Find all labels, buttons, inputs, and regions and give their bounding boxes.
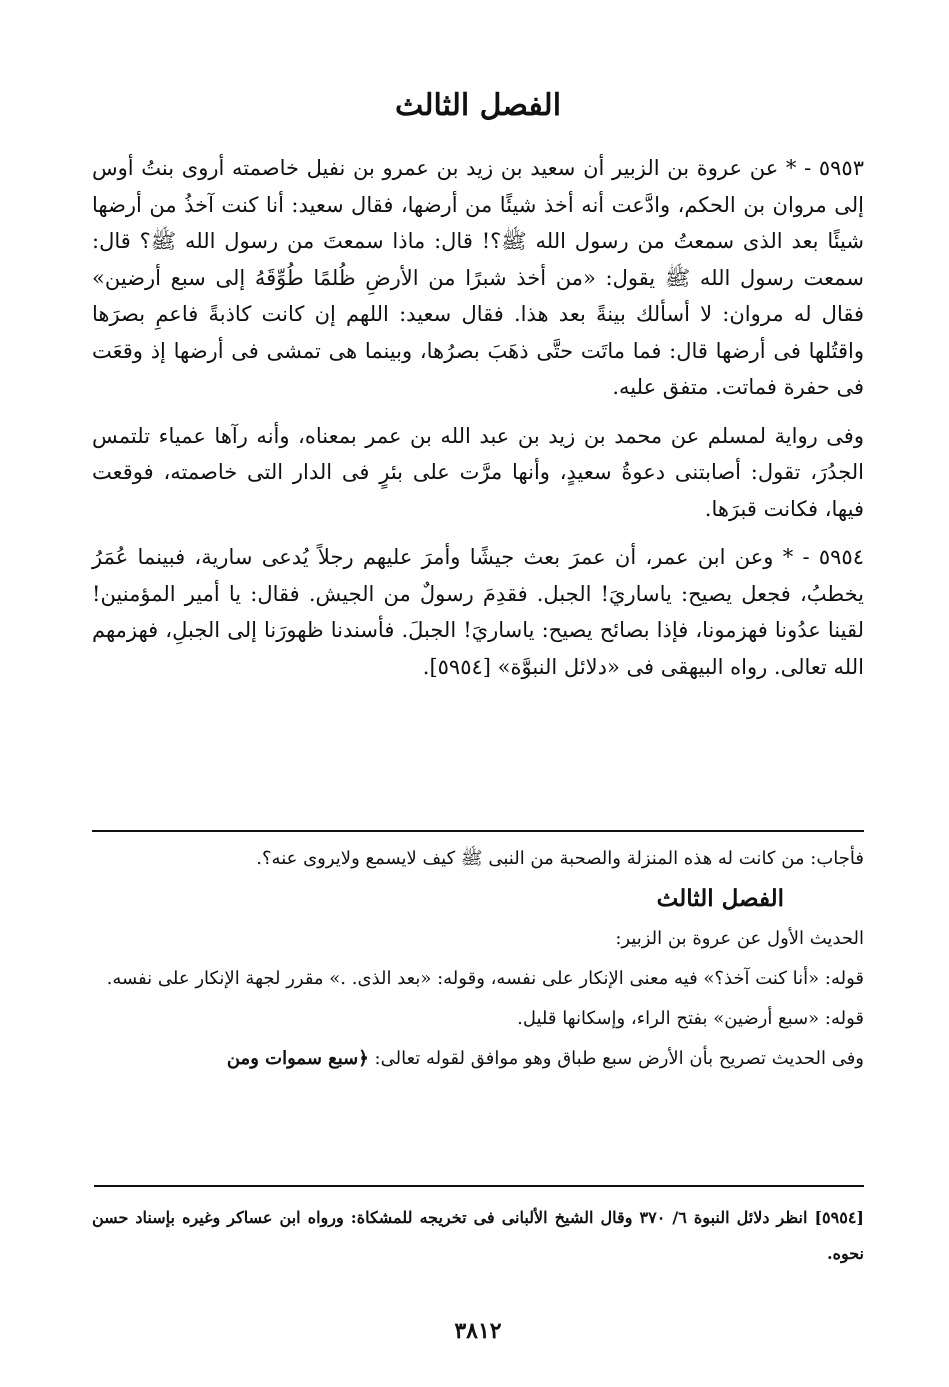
footnote (92, 1200, 864, 1272)
muslim-version-paragraph: وفى رواية لمسلم عن محمد بن زيد بن عبد الله بن عمر بمعناه، وأنه رآها عمياء تلتمس الجدُرَ، تقول: أصابتنى دعوةُ سعيدٍ، وأنها مرَّت على بئرٍ فى الدار التى خاصمته، فوقعت فيها، فكانت قبرَها. (92, 423, 864, 521)
commentary-subtitle: الفصل الثالث (656, 885, 784, 912)
hadith-5954: ٥٩٥٤ - * وعن ابن عمر، أن عمرَ بعث جيشًا وأمرَ عليهم رجلاً يُدعى سارية، فبينما عُمَرُ يخطبُ، فجعل يصيح: ياساريَ! الجبل. فقدِمَ رسولٌ من الجيش. فقال: يا أمير المؤمنين! لقينا عدُونا فهزمونا، فإذا بصائح يصيح: ياساريَ! الجبلَ. فأسندنا ظهورَنا إلى الجبلِ، فهزمهم الله تعالى. رواه البيهقى فى «دلائل النبوَّة» [٥٩٥٤]. (92, 545, 864, 679)
text-divider (92, 830, 864, 832)
commentary-answer: فأجاب: من كانت له هذه المنزلة والصحبة من النبى ﷺ كيف لايسمع ولايروى عنه؟. (256, 848, 864, 869)
commentary-note-3 (92, 1042, 864, 1076)
commentary-section (92, 842, 864, 1082)
quran-quote: ﴿سبع سموات ومن (226, 1048, 369, 1069)
commentary-note-3-text: وفى الحديث تصريح بأن الأرض سبع طباق وهو موافق لقوله تعالى: (368, 1048, 864, 1069)
footnote-text: [٥٩٥٤] انظر دلائل النبوة ٦/ ٣٧٠ وقال الشيخ الألبانى فى تخريجه للمشكاة: ورواه ابن عساكر وغيره بإسناد حسن نحوه. (92, 1208, 864, 1263)
first-hadith-label: الحديث الأول عن عروة بن الزبير: (615, 928, 864, 949)
main-text (92, 150, 864, 697)
commentary-note-1: قوله: «أنا كنت آخذ؟» فيه معنى الإنكار على نفسه، وقوله: «بعد الذى. .» مقرر لجهة الإنكار على نفسه. (106, 968, 864, 989)
footnote-divider (94, 1185, 864, 1187)
page-number: ٣٨١٢ (454, 1318, 502, 1344)
chapter-title: الفصل الثالث (394, 88, 562, 123)
hadith-5953: ٥٩٥٣ - * عن عروة بن الزبير أن سعيد بن زيد بن عمرو بن نفيل خاصمته أروى بنتُ أوس إلى مروان بن الحكم، وادَّعت أنه أخذ شيئًا من أرضها، فقال سعيد: أنا كنت آخذُ من أرضها شيئًا بعد الذى سمعتُ من رسول الله ﷺ؟! قال: ماذا سمعتَ من رسول الله ﷺ؟ قال: سمعت رسول الله ﷺ يقول: «من أخذ شبرًا من الأرضِ ظُلمًا طُوِّقَهُ إلى سبع أرضين» فقال له مروان: لا أسألك بينةً بعد هذا. فقال سعيد: اللهم إن كانت كاذبةً فاعمِ بصرَها واقتُلها فى أرضها قال: فما ماتَت حتَّى ذهَبَ بصرُها، وبينما هى تمشى فى أرضها إذ وقعَت فى حفرة فماتت. متفق عليه. (92, 156, 864, 399)
book-page (92, 0, 864, 1387)
commentary-note-2: قوله: «سبع أرضين» بفتح الراء، وإسكانها قليل. (517, 1008, 864, 1029)
